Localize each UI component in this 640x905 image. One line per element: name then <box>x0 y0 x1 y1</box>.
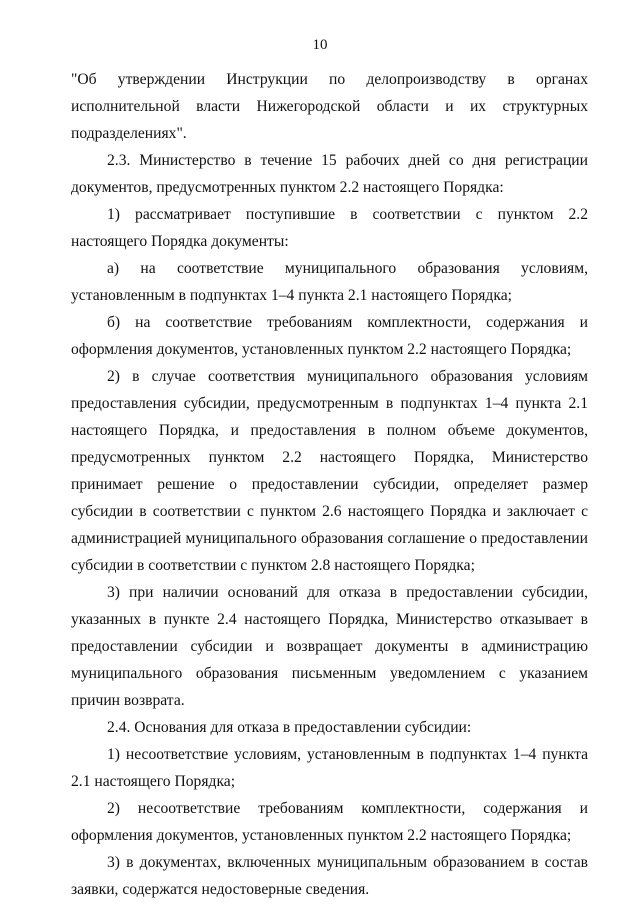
paragraph-2-4-2: 2) несоответствие требованиям комплектности, содержания и оформления документов, установленных пунктом 2.2 настоящего Порядка; <box>71 800 588 844</box>
paragraph-2-3-1-a: а) на соответствие муниципального образования условиям, установленным в подпунктах 1–4 пункта 2.1 настоящего Порядка; <box>71 260 588 304</box>
paragraph-2-3-1: 1) рассматривает поступившие в соответствии с пунктом 2.2 настоящего Порядка документы: <box>71 206 588 250</box>
paragraph-2-3-3: 3) при наличии оснований для отказа в предоставлении субсидии, указанных в пункте 2.4 настоящего Порядка, Министерство отказывает в предоставлении субсидии и возвращает документы в администрацию муниципального образования письменным уведомлением с указанием причин возврата. <box>71 584 588 709</box>
paragraph-2-3-2: 2) в случае соответствия муниципального образования условиям предоставления субсидии, предусмотренным в подпунктах 1–4 пункта 2.1 настоящего Порядка, и предоставления в полном объеме документов, предусмотренных пунктом 2.2 настоящего Порядка, Министерство принимает решение о предоставлении субсидии, определяет размер субсидии в соответствии с пунктом 2.6 настоящего Порядка и заключает с администрацией муниципального образования соглашение о предоставлении субсидии в соответствии с пунктом 2.8 настоящего Порядка; <box>71 368 588 574</box>
page-number: 10 <box>312 37 328 53</box>
document-body <box>71 66 588 903</box>
paragraph-2-4-3: 3) в документах, включенных муниципальным образованием в состав заявки, содержатся недостоверные сведения. <box>71 854 588 898</box>
paragraph-instruction-title: "Об утверждении Инструкции по делопроизводству в органах исполнительной власти Нижегородской области и их структурных подразделениях". <box>71 71 588 142</box>
paragraph-2-3: 2.3. Министерство в течение 15 рабочих дней со дня регистрации документов, предусмотренных пунктом 2.2 настоящего Порядка: <box>71 152 588 196</box>
paragraph-2-4: 2.4. Основания для отказа в предоставлении субсидии: <box>107 719 472 736</box>
paragraph-2-4-1: 1) несоответствие условиям, установленным в подпунктах 1–4 пункта 2.1 настоящего Порядка; <box>71 746 588 790</box>
paragraph-2-3-1-b: б) на соответствие требованиям комплектности, содержания и оформления документов, установленных пунктом 2.2 настоящего Порядка; <box>71 314 588 358</box>
